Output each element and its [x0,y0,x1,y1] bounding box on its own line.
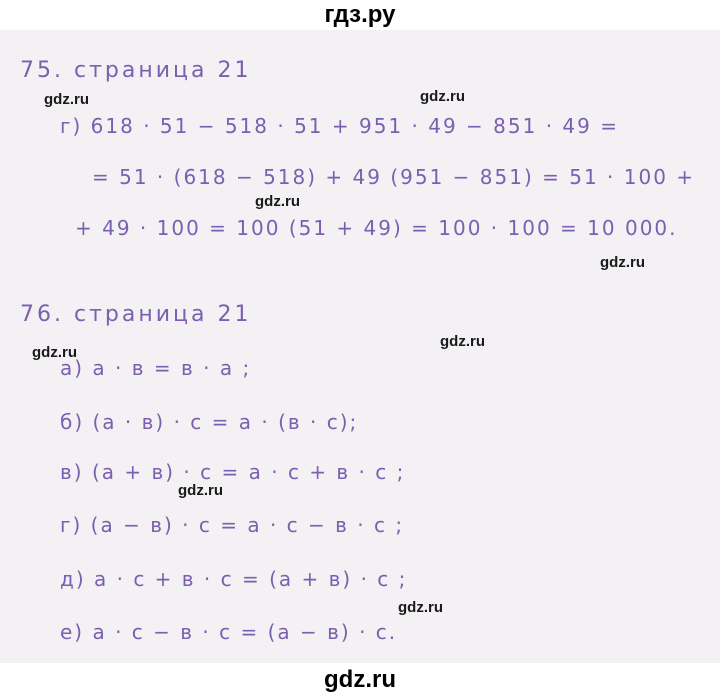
problem-76-line-g: г) (a − в) · c = a · c − в · c ; [60,513,405,537]
problem-75-line-3: + 49 · 100 = 100 (51 + 49) = 100 · 100 = 10 000. [75,216,678,240]
watermark: gdz.ru [600,254,645,271]
watermark: gdz.ru [420,88,465,105]
watermark: gdz.ru [44,91,89,108]
watermark: gdz.ru [440,333,485,350]
site-footer: gdz.ru [0,663,720,696]
problem-75-line-2: = 51 · (618 − 518) + 49 (951 − 851) = 51 · 100 + [92,165,696,189]
watermark: gdz.ru [255,193,300,210]
problem-76-line-v: в) (a + в) · c = a · c + в · c ; [60,460,406,484]
problem-76-line-b: б) (a · в) · c = a · (в · c); [60,410,359,434]
watermark: gdz.ru [398,599,443,616]
problem-76-line-a: а) a · в = в · a ; [60,356,252,380]
problem-76-line-e: е) a · c − в · c = (a − в) · c. [60,620,398,644]
watermark: gdz.ru [178,482,223,499]
problem-75-line-1: г) 618 · 51 − 518 · 51 + 951 · 49 − 851 · 49 = [60,114,619,138]
problem-76-line-d: д) a · c + в · c = (a + в) · c ; [60,567,408,591]
watermark: gdz.ru [32,344,77,361]
site-header: гдз.ру [0,0,720,30]
problem-76-title: 76. страница 21 [20,302,252,327]
problem-75-title: 75. страница 21 [20,58,252,83]
notebook-page [0,30,720,663]
